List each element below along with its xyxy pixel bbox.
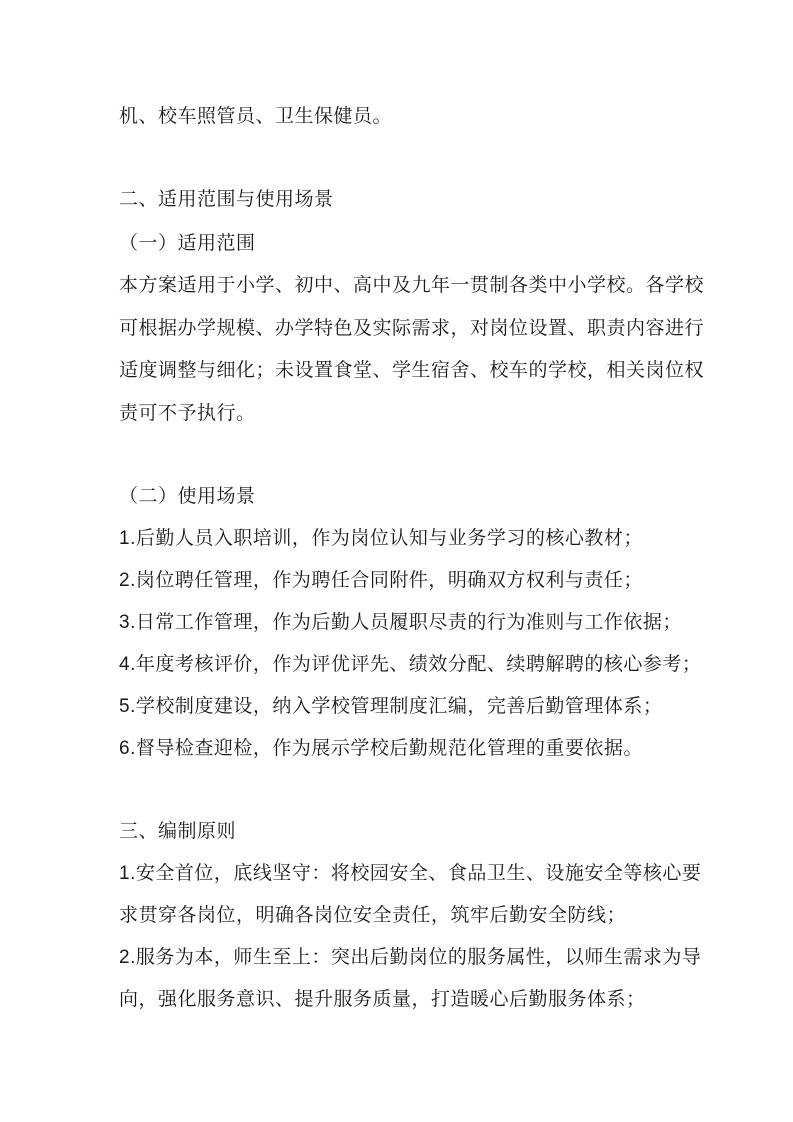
subsection-one-heading: （一）适用范围 bbox=[119, 232, 256, 254]
section-two-heading: 二、适用范围与使用场景 bbox=[119, 188, 334, 210]
principle-line bbox=[119, 944, 702, 971]
paragraph-line-3: 适度调整与细化；未设置食堂、学生宿舍、校车的学校，相关岗位权 bbox=[119, 359, 705, 381]
list-item-number: 3. bbox=[119, 612, 136, 633]
principle-continuation: 向，强化服务意识、提升服务质量，打造暖心后勤服务体系； bbox=[119, 988, 646, 1010]
continuation-line: 机、校车照管员、卫生保健员。 bbox=[119, 105, 393, 127]
subsection-two-heading: （二）使用场景 bbox=[119, 485, 256, 507]
principle-text: 服务为本，师生至上：突出后勤岗位的服务属性，以师生需求为导 bbox=[135, 946, 702, 968]
paragraph-line-1: 本方案适用于小学、初中、高中及九年一贯制各类中小学校。各学校 bbox=[119, 274, 705, 296]
principle-text: 安全首位，底线坚守：将校园安全、食品卫生、设施安全等核心要 bbox=[135, 862, 702, 884]
list-item bbox=[119, 651, 702, 678]
list-item-number: 6. bbox=[119, 738, 136, 759]
list-item-number: 1. bbox=[119, 528, 136, 549]
list-item-text: 岗位聘任管理，作为聘任合同附件，明确双方权利与责任； bbox=[135, 569, 643, 591]
list-item bbox=[119, 567, 679, 594]
principle-number: 1. bbox=[119, 863, 136, 884]
principle-line bbox=[119, 860, 702, 887]
list-item-number: 2. bbox=[119, 570, 136, 591]
list-item-text: 年度考核评价，作为评优评先、绩效分配、续聘解聘的核心参考； bbox=[135, 653, 702, 675]
list-item bbox=[119, 735, 679, 762]
list-item bbox=[119, 525, 679, 552]
list-item-text: 日常工作管理，作为后勤人员履职尽责的行为准则与工作依据； bbox=[135, 611, 682, 633]
list-item bbox=[119, 609, 682, 636]
section-three-heading: 三、编制原则 bbox=[119, 820, 237, 842]
paragraph-line-4: 责可不予执行。 bbox=[119, 402, 256, 424]
list-item-number: 4. bbox=[119, 654, 136, 675]
list-item-text: 学校制度建设，纳入学校管理制度汇编，完善后勤管理体系； bbox=[135, 695, 663, 717]
list-item-text: 后勤人员入职培训，作为岗位认知与业务学习的核心教材； bbox=[135, 527, 643, 549]
list-item-text: 督导检查迎检，作为展示学校后勤规范化管理的重要依据。 bbox=[135, 737, 643, 759]
paragraph-line-2: 可根据办学规模、办学特色及实际需求，对岗位设置、职责内容进行 bbox=[119, 317, 705, 339]
list-item bbox=[119, 693, 679, 720]
principle-continuation: 求贯穿各岗位，明确各岗位安全责任，筑牢后勤安全防线； bbox=[119, 904, 627, 926]
principle-number: 2. bbox=[119, 947, 136, 968]
list-item-number: 5. bbox=[119, 696, 136, 717]
